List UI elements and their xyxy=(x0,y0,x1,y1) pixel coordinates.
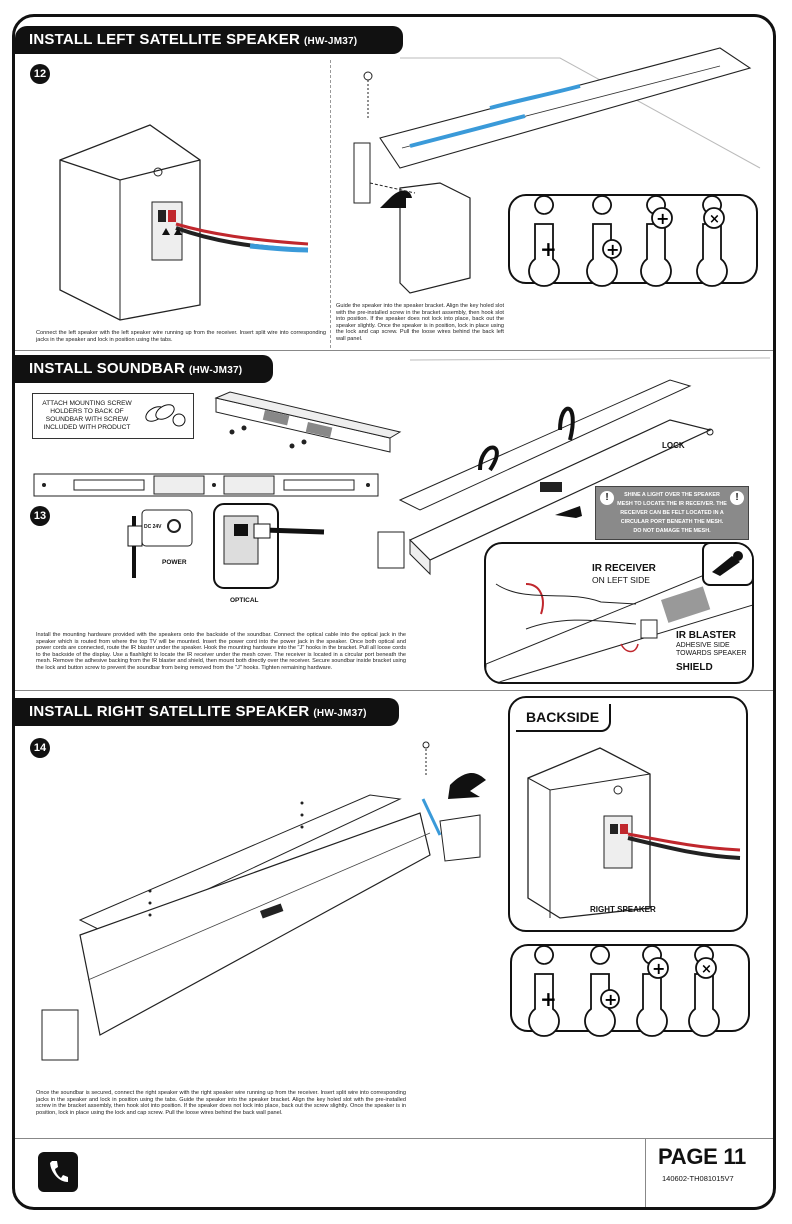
section-right-model: (HW-JM37) xyxy=(313,708,367,719)
svg-text:+: + xyxy=(604,990,618,1009)
divider-1 xyxy=(15,350,773,351)
svg-text:+: + xyxy=(540,237,557,261)
footer-vertical-divider xyxy=(645,1139,646,1207)
ir-warning-text: SHINE A LIGHT OVER THE SPEAKER MESH TO LOCATE THE IR RECEIVER. THE RECEIVER CAN BE FELT LOCATED IN A CIRCULAR PORT BENEATH THE MESH. DO NOT DAMAGE THE MESH. xyxy=(617,492,727,534)
section-soundbar-header xyxy=(15,355,273,383)
section-right-title: INSTALL RIGHT SATELLITE SPEAKER xyxy=(29,703,310,720)
keyhole-sequence-box-1 xyxy=(508,194,758,284)
section-soundbar-model: (HW-JM37) xyxy=(188,365,243,376)
ir-blaster-label: IR BLASTER xyxy=(676,630,736,641)
left-speaker-wiring-illustration xyxy=(40,110,330,280)
backside-box xyxy=(508,696,748,932)
svg-text:+: + xyxy=(656,209,670,228)
step-14-text: Once the soundbar is secured, connect the right speaker with the right speaker wire running up from the receiver. Insert split wire into corresponding jacks in the speaker and lock in position using the tabs. Guide the speaker into the speaker bracket. Align the key holed slot with the pre-installed screw in the bracket assembly, then hook slot into position. If the speaker does not lock into place, back out the screw slightly. Once the speaker is in position, lock in place using the lock and cap screw. Pull the loose wires behind the back wall panel. xyxy=(36,1090,406,1116)
keyhole-sequence-box-2 xyxy=(510,944,750,1032)
ir-blaster-sub2: TOWARDS SPEAKER xyxy=(676,650,747,657)
attach-note-text: ATTACH MOUNTING SCREW HOLDERS TO BACK OF SOUNDBAR WITH SCREW INCLUDED WITH PRODUCT xyxy=(42,400,132,431)
optical-label: OPTICAL xyxy=(230,597,259,604)
page-number: PAGE 11 xyxy=(658,1144,746,1169)
section-left-title: INSTALL LEFT SATELLITE SPEAKER xyxy=(29,31,301,48)
divider-2 xyxy=(15,690,773,691)
ir-receiver-label: IR RECEIVER xyxy=(592,563,656,574)
port-label: DC 24V xyxy=(144,524,162,530)
keyhole-sequence-icons-1 xyxy=(524,204,744,274)
section-soundbar-title: INSTALL SOUNDBAR xyxy=(29,360,185,377)
svg-text:×: × xyxy=(701,962,712,977)
section-left-divider xyxy=(330,60,331,348)
section-right-header xyxy=(15,698,399,726)
flashlight-icon xyxy=(710,550,746,576)
lock-label: LOCK xyxy=(662,441,685,450)
section-left-model: (HW-JM37) xyxy=(304,36,358,47)
step-12-badge: 12 xyxy=(30,64,50,84)
ir-blaster-sub1: ADHESIVE SIDE xyxy=(676,642,730,649)
soundbar-back-view xyxy=(34,472,380,498)
warning-icon-left: ! xyxy=(600,491,614,505)
step-13-badge: 13 xyxy=(30,506,50,526)
step-14-badge: 14 xyxy=(30,738,50,758)
screw-holder-icon xyxy=(143,400,189,432)
ir-warning-box xyxy=(595,486,749,540)
svg-text:+: + xyxy=(606,240,620,259)
port-connection-illustration xyxy=(124,496,334,606)
phone-handset-glyph xyxy=(47,1159,69,1185)
step-12-text-b: Guide the speaker into the speaker bracket. Align the key holed slot with the pre-installed screw in the bracket assembly, then hook slot into position. If the speaker does not lock into place, back out the speaker slightly. Once the speaker is in position, lock in place using the lock and cap screw. Pull the loose wires behind the back left wall panel. xyxy=(336,303,504,342)
right-speaker-label: RIGHT SPEAKER xyxy=(590,905,656,914)
ir-receiver-sub: ON LEFT SIDE xyxy=(592,575,650,585)
footer-divider xyxy=(15,1138,773,1139)
step-12-text-a: Connect the left speaker with the left speaker wire running up from the receiver. Insert split wire into corresponding jacks in the speaker and lock in position using the tabs. xyxy=(36,330,326,343)
warning-icon-right: ! xyxy=(730,491,744,505)
flashlight-inset xyxy=(702,542,754,586)
svg-text:×: × xyxy=(709,212,720,227)
backside-label: BACKSIDE xyxy=(516,704,611,732)
svg-text:+: + xyxy=(540,987,557,1011)
right-speaker-back-illustration xyxy=(520,738,740,888)
step-13-text: Install the mounting hardware provided with the speakers onto the backside of the soundbar. Connect the optical cable into the optical jack in the speaker which is routed from where the top TV will be mounted. Insert the power cord into the power jack in the speaker. Once both optical and power cords are connected, route the IR blaster under the speaker. Hook the mounting hardware into the "J" hooks in the bracket. Pull all loose cords to the backside of the display. Use a flashlight to locate the IR receiver under the mesh cover. The receiver is located in a circular port beneath the mesh. Remove the adhesive backing from the IR blaster and shield, then mount both directly over the receiver. Secure soundbar inside bracket using the lock and button screw to prevent the soundbar from being removed from the "J" hooks. Tighten remaining hardware. xyxy=(36,632,406,671)
right-speaker-mount-illustration xyxy=(40,735,510,1055)
attach-note-box xyxy=(32,393,194,439)
document-code: 140602-TH081015V7 xyxy=(662,1174,734,1183)
svg-text:+: + xyxy=(652,959,666,978)
power-label: POWER xyxy=(162,559,187,566)
keyhole-sequence-icons-2 xyxy=(524,954,744,1024)
shield-label: SHIELD xyxy=(676,662,713,673)
phone-icon xyxy=(38,1152,78,1192)
